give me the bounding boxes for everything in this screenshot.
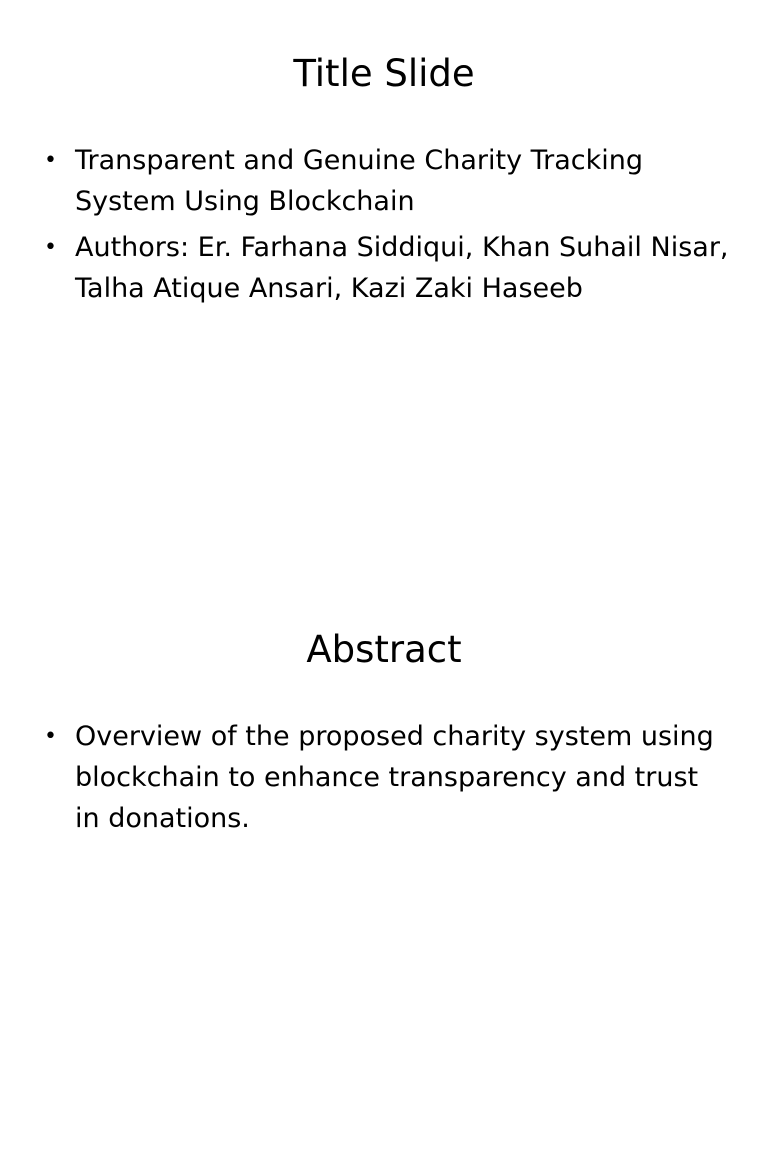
bullet-list: [40, 716, 730, 844]
slide-abstract: [0, 576, 768, 1152]
slide-title: Title Slide: [293, 52, 475, 95]
bullet-icon: •: [44, 148, 57, 173]
slide-title: Abstract: [306, 628, 462, 671]
bullet-item: [40, 140, 730, 222]
bullet-list: [40, 140, 730, 314]
bullet-item: [40, 716, 730, 839]
bullet-text: Transparent and Genuine Charity Tracking System Using Blockchain: [75, 145, 644, 217]
bullet-item: [40, 227, 730, 309]
bullet-text: Overview of the proposed charity system using blockchain to enhance transparency and trust in donations.: [75, 721, 714, 834]
bullet-icon: •: [44, 235, 57, 260]
bullet-text: Authors: Er. Farhana Siddiqui, Khan Suhail Nisar, Talha Atique Ansari, Kazi Zaki Haseeb: [75, 232, 729, 304]
bullet-icon: •: [44, 724, 57, 749]
